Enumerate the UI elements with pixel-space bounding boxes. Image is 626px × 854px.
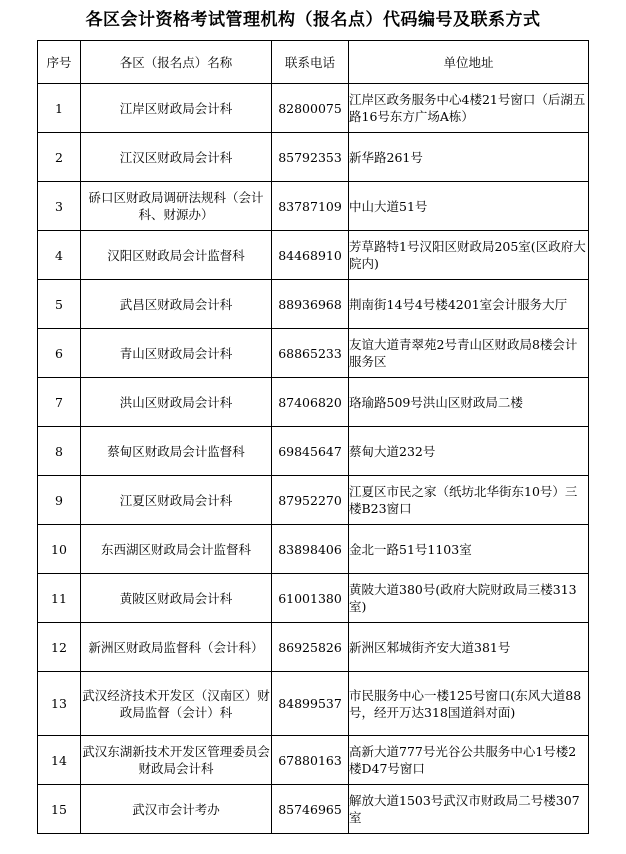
row-phone: 83898406 xyxy=(272,525,349,574)
row-phone: 69845647 xyxy=(272,427,349,476)
row-name: 东西湖区财政局会计监督科 xyxy=(81,525,272,574)
table-row xyxy=(38,427,589,476)
table-row xyxy=(38,525,589,574)
row-phone: 61001380 xyxy=(272,574,349,623)
row-phone: 83787109 xyxy=(272,182,349,231)
row-no: 15 xyxy=(38,785,81,834)
row-no: 1 xyxy=(38,84,81,133)
table-row xyxy=(38,280,589,329)
row-phone: 88936968 xyxy=(272,280,349,329)
row-address: 荆南街14号4号楼4201室会计服务大厅 xyxy=(349,280,589,329)
row-name: 武汉东湖新技术开发区管理委员会财政局会计科 xyxy=(81,736,272,785)
row-address: 江夏区市民之家（纸坊北华街东10号）三楼B23窗口 xyxy=(349,476,589,525)
row-address: 珞瑜路509号洪山区财政局二楼 xyxy=(349,378,589,427)
row-phone: 84899537 xyxy=(272,672,349,736)
header-name: 各区（报名点）名称 xyxy=(81,41,272,84)
row-address: 蔡甸大道232号 xyxy=(349,427,589,476)
row-phone: 82800075 xyxy=(272,84,349,133)
row-address: 中山大道51号 xyxy=(349,182,589,231)
header-address: 单位地址 xyxy=(349,41,589,84)
row-phone: 86925826 xyxy=(272,623,349,672)
table-row xyxy=(38,672,589,736)
table-row xyxy=(38,329,589,378)
row-phone: 85792353 xyxy=(272,133,349,182)
row-no: 3 xyxy=(38,182,81,231)
row-no: 5 xyxy=(38,280,81,329)
header-no: 序号 xyxy=(38,41,81,84)
header-phone: 联系电话 xyxy=(272,41,349,84)
table-row xyxy=(38,476,589,525)
row-name: 洪山区财政局会计科 xyxy=(81,378,272,427)
row-phone: 68865233 xyxy=(272,329,349,378)
row-no: 2 xyxy=(38,133,81,182)
table-row xyxy=(38,133,589,182)
row-address: 新洲区邾城街齐安大道381号 xyxy=(349,623,589,672)
row-name: 黄陂区财政局会计科 xyxy=(81,574,272,623)
row-no: 7 xyxy=(38,378,81,427)
row-name: 青山区财政局会计科 xyxy=(81,329,272,378)
row-name: 江岸区财政局会计科 xyxy=(81,84,272,133)
table-row xyxy=(38,378,589,427)
table-row xyxy=(38,231,589,280)
table-row xyxy=(38,623,589,672)
row-phone: 85746965 xyxy=(272,785,349,834)
row-address: 芳草路特1号汉阳区财政局205室(区政府大院内) xyxy=(349,231,589,280)
row-no: 9 xyxy=(38,476,81,525)
table-row xyxy=(38,574,589,623)
row-no: 6 xyxy=(38,329,81,378)
contacts-table xyxy=(37,40,589,834)
table-row xyxy=(38,84,589,133)
row-no: 13 xyxy=(38,672,81,736)
row-address: 解放大道1503号武汉市财政局二号楼307室 xyxy=(349,785,589,834)
row-name: 武汉市会计考办 xyxy=(81,785,272,834)
row-address: 高新大道777号光谷公共服务中心1号楼2楼D47号窗口 xyxy=(349,736,589,785)
row-name: 武汉经济技术开发区（汉南区）财政局监督（会计）科 xyxy=(81,672,272,736)
table-row xyxy=(38,736,589,785)
row-address: 市民服务中心一楼125号窗口(东风大道88号，经开万达318国道斜对面) xyxy=(349,672,589,736)
row-no: 14 xyxy=(38,736,81,785)
row-no: 11 xyxy=(38,574,81,623)
row-address: 金北一路51号1103室 xyxy=(349,525,589,574)
table-row xyxy=(38,182,589,231)
row-name: 硚口区财政局调研法规科（会计科、财源办） xyxy=(81,182,272,231)
row-address: 江岸区政务服务中心4楼21号窗口（后湖五路16号东方广场A栋） xyxy=(349,84,589,133)
row-no: 10 xyxy=(38,525,81,574)
row-phone: 87952270 xyxy=(272,476,349,525)
row-name: 江汉区财政局会计科 xyxy=(81,133,272,182)
row-name: 汉阳区财政局会计监督科 xyxy=(81,231,272,280)
table-row xyxy=(38,785,589,834)
row-name: 武昌区财政局会计科 xyxy=(81,280,272,329)
row-no: 4 xyxy=(38,231,81,280)
row-phone: 87406820 xyxy=(272,378,349,427)
row-address: 黄陂大道380号(政府大院财政局三楼313室) xyxy=(349,574,589,623)
row-name: 新洲区财政局监督科（会计科） xyxy=(81,623,272,672)
row-phone: 84468910 xyxy=(272,231,349,280)
row-name: 江夏区财政局会计科 xyxy=(81,476,272,525)
row-address: 友谊大道青翠苑2号青山区财政局8楼会计服务区 xyxy=(349,329,589,378)
page-title: 各区会计资格考试管理机构（报名点）代码编号及联系方式 xyxy=(85,10,541,30)
row-no: 8 xyxy=(38,427,81,476)
row-no: 12 xyxy=(38,623,81,672)
row-address: 新华路261号 xyxy=(349,133,589,182)
row-name: 蔡甸区财政局会计监督科 xyxy=(81,427,272,476)
row-phone: 67880163 xyxy=(272,736,349,785)
table-header-row xyxy=(38,41,589,84)
